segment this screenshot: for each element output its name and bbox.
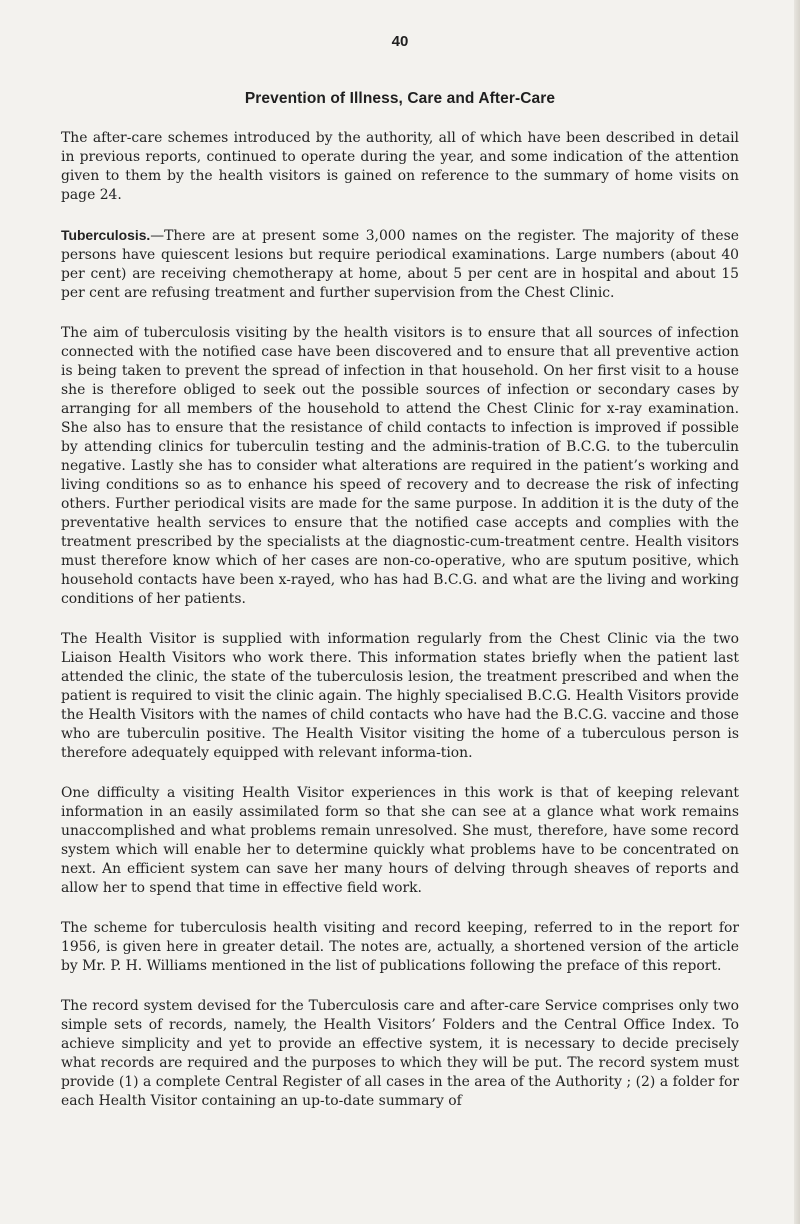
paragraph-record-system: The record system devised for the Tuberculosis care and after-care Service comprises only two simple sets of records, namely, the Health Visitors’ Folders and the Central Office Index. To achieve simplicity and yet to provide an effective system, it is necessary to decide precisely what records are required and the purposes to which they will be put. The record system must provide (1) a complete Central Register of all cases in the area of the Authority ; (2) a folder for each Health Visitor containing an up-to-date summary of: [61, 998, 739, 1109]
page-edge-shadow: [794, 0, 800, 1224]
section-title: Prevention of Illness, Care and After-Care: [244, 90, 556, 107]
run-in-heading: Tuberculosis.: [61, 227, 151, 243]
paragraph-scheme: The scheme for tuberculosis health visiting and record keeping, referred to in the report for 1956, is given here in greater detail. The notes are, actually, a shortened version of the article by Mr. P. H. Williams mentioned in the list of publications following the preface of this report.: [61, 920, 739, 974]
paragraph-aim-of-visiting: The aim of tuberculosis visiting by the health visitors is to ensure that all sources of infection connected with the notified case have been discovered and to ensure that all preventive action is being taken to prevent the spread of infection in that household. On her first visit to a house she is therefore obliged to seek out the possible sources of infection or secondary cases by arranging for all members of the household to attend the Chest Clinic for x-ray examination. She also has to ensure that the resistance of child contacts to infection is improved if possible by attending clinics for tuberculin testing and the adminis-tration of B.C.G. to the tuberculin negative. Lastly she has to consider what alterations are required in the patient’s working and living conditions so as to enhance his speed of recovery and to decrease the risk of infecting others. Further periodical visits are made for the same purpose. In addition it is the duty of the preventative health services to ensure that the notified case accepts and complies with the treatment prescribed by the specialists at the diagnostic-cum-treatment centre. Health visitors must therefore know which of her cases are non-co-operative, who are sputum positive, which household contacts have been x-rayed, who has had B.C.G. and what are the living and working conditions of her patients.: [61, 325, 739, 607]
paragraph-text: —There are at present some 3,000 names on the register. The majority of these persons have quiescent lesions but require periodical examinations. Large numbers (about 40 per cent) are receiving chemotherapy at home, about 5 per cent are in hospital and about 15 per cent are refusing treatment and further supervision from the Chest Clinic.: [61, 228, 739, 301]
body-text: [61, 129, 739, 1132]
paragraph-information-supply: The Health Visitor is supplied with information regularly from the Chest Clinic via the two Liaison Health Visitors who work there. This information states briefly when the patient last attended the clinic, the state of the tuberculosis lesion, the treatment prescribed and when the patient is required to visit the clinic again. The highly specialised B.C.G. Health Visitors provide the Health Visitors with the names of child contacts who have had the B.C.G. vaccine and those who are tuberculin positive. The Health Visitor visiting the home of a tuberculous person is therefore adequately equipped with relevant informa-tion.: [61, 631, 739, 761]
page-number: 40: [391, 33, 409, 50]
paragraph-intro: The after-care schemes introduced by the authority, all of which have been described in detail in previous reports, continued to operate during the year, and some indication of the attention given to them by the health visitors is gained on reference to the summary of home visits on page 24.: [61, 130, 739, 203]
paragraph-tuberculosis: [61, 226, 739, 303]
paragraph-difficulty: One difficulty a visiting Health Visitor experiences in this work is that of keeping relevant information in an easily assimilated form so that she can see at a glance what work remains unaccomplished and what problems remain unresolved. She must, therefore, have some record system which will enable her to determine quickly what problems have to be concentrated on next. An efficient system can save her many hours of delving through sheaves of reports and allow her to spend that time in effective field work.: [61, 785, 739, 896]
